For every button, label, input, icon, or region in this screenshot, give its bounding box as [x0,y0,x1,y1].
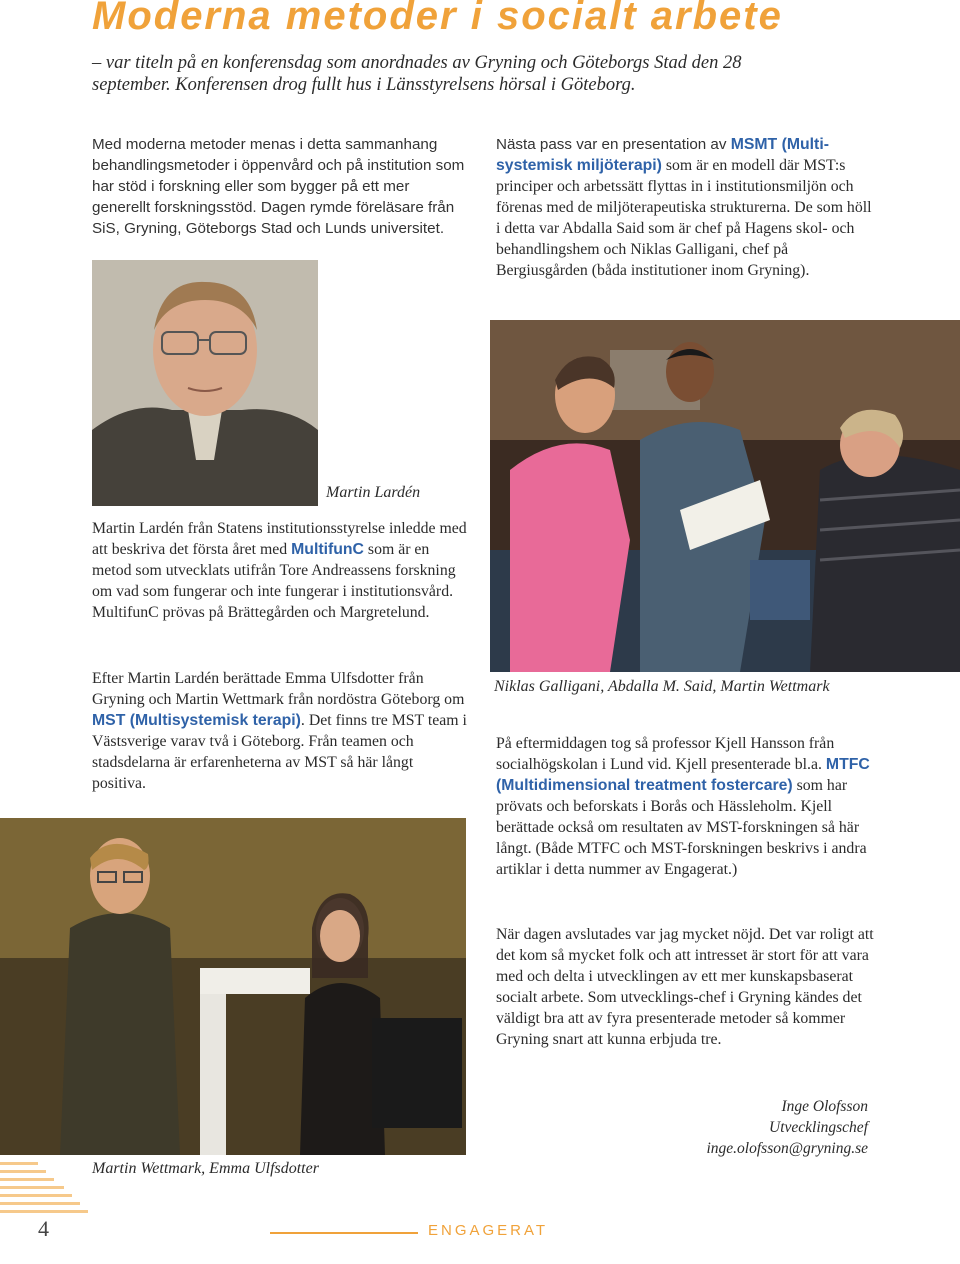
signature-email[interactable]: inge.olofsson@gryning.se [706,1140,868,1157]
group-illustration [490,320,960,672]
caption-photo2: Niklas Galligani, Abdalla M. Said, Martin Wettmark [494,678,830,695]
mtfc-body: som har prövats och beforskats i Borås och Hässleholm. Kjell berättade också om resultaten av MST-forskningen så här långt. (Både MTFC och MST-forskningen beskrivs i andra artiklar i detta nummer av Engagerat.) [496,777,867,878]
photo-presenters [0,818,466,1155]
caption-photo1: Martin Lardén [326,484,421,501]
article-title: Moderna metoder i socialt arbete [92,0,783,38]
msmt-body: som är en modell där MST:s principer och arbetssätt flyttas in i institutionsmiljön och förenas med de miljöterapeutiska strukturerna. De som höll i detta var Abdalla Said som är chef på Hagens skol- och behandlingshem och Niklas Galligani, chef på Bergiusgården (båda institutioner inom Gryning). [496,157,872,279]
photo-group-discussion [490,320,960,672]
mst-paragraph [92,668,470,794]
msmt-highlight: MSMT (Multi-systemisk miljöterapi) [496,136,829,174]
mtfc-highlight: MTFC (Multidimensional treatment fostercare) [496,756,870,794]
multifunc-paragraph [92,518,470,623]
portrait-illustration [92,260,318,506]
signature [676,1096,868,1159]
caption-photo3: Martin Wettmark, Emma Ulfsdotter [92,1160,319,1177]
closing-paragraph: När dagen avslutades var jag mycket nöjd. Det var roligt att det kom så mycket folk och att intresset är stort för att vara med och delta i utvecklingen av ett mer kunskapsbaserat socialt arbete. Som utvecklings-chef i Gryning kändes det väldigt bra att av fyra presenterade metoder så kommer Gryning snart att kunna erbjuda tre. [496,926,874,1048]
presenters-illustration [0,818,466,1155]
mst-highlight: MST (Multisystemisk terapi) [92,712,301,729]
intro-part2: Dagen rymde föreläsare från SiS, Gryning, Göteborgs Stad och Lunds universitet. [92,199,455,237]
mtfc-paragraph [496,733,876,880]
msmt-lead: Nästa pass var en presentation av [496,136,731,153]
intro-part1: Med moderna metoder menas i detta sammanhang behandlingsmetoder i öppenvård och på institution som har stöd i forskning eller som bygger på ett mer generellt forskningsstöd. [92,136,465,216]
photo-martin-larden [92,260,318,506]
article-subtitle: – var titeln på en konferensdag som anordnades av Gryning och Göteborgs Stad den 28 september. Konferensen drog fullt hus i Länsstyrelsens hörsal i Göteborg. [92,53,742,95]
mtfc-lead: På eftermiddagen tog så professor Kjell Hansson från socialhögskolan i Lund vid. Kjell presenterade bl.a. [496,735,835,773]
footer-brand: ENGAGERAT [428,1222,549,1239]
footer-divider [270,1232,418,1234]
signature-role: Utvecklingschef [769,1119,868,1136]
mst-lead: Efter Martin Lardén berättade Emma Ulfsdotter från Gryning och Martin Wettmark från nordöstra Göteborg om [92,670,465,708]
signature-name: Inge Olofsson [781,1098,868,1115]
multifunc-lead: Martin Lardén från Statens institutionsstyrelse inledde med att beskriva det första året med [92,520,467,558]
multifunc-body: som är en metod som utvecklats utifrån Tore Andreassens forskning om vad som fungerar och inte fungerar i institutionsvård. MultifunC prövas på Brättegården och Margretelund. [92,541,456,621]
page-number: 4 [38,1216,49,1241]
intro-paragraph [92,134,470,239]
multifunc-highlight: MultifunC [291,541,364,558]
mst-body: . Det finns tre MST team i Västsverige varav två i Göteborg. Från teamen och stadsdelarna är erfarenheterna av MST så här långt positiva. [92,712,467,792]
msmt-paragraph [496,134,876,281]
